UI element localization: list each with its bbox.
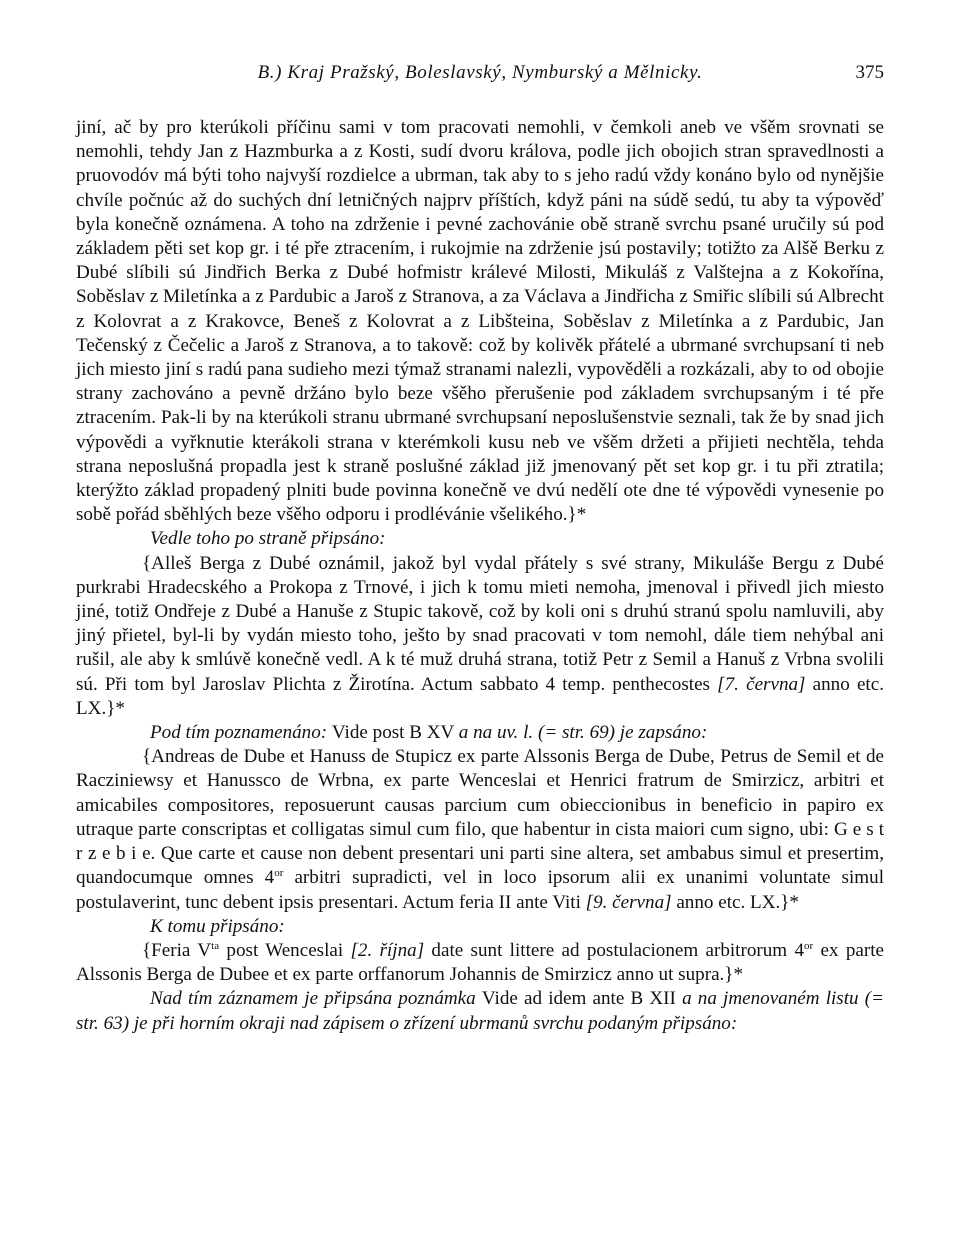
superscript: or	[804, 939, 814, 952]
text-run: arbitri supradicti, vel in loco ipsorum alii ex unanimi voluntate simul postulaverint, tunc debent ipsis presentari. Actum feria II ante Viti	[76, 867, 884, 913]
text-run: {Feria V	[142, 939, 212, 961]
margin-note-heading: Vedle toho po straně připsáno:	[150, 528, 386, 550]
paragraph-main: jiní, ač by pro kterúkoli příčinu sami v tom pracovati nemohli, v čemkoli aneb ve všěm srovnati se nemohli, tehdy Jan z Hazmburka a z Kosti, sudí dvoru králova, podle jich obojich stran spravedlnosti a pruovodóv má býti toho najvyší rozdielce a ubrman, tak aby to s jeho radú vždy konáno bylo od nynějšie chvíle počnúc až do suchých dní letničných najprv příštích, když páni na súdě sedú, tu aby ta výpověď byla konečně oznámena. A toho na zdrženie i pevné zachovánie obě straně svrchu psané uručily sú pod základem pěti set kop gr. i té pře ztracením, i rukojmie na zdrženie jsú postavily; totižto za Alšě Berku z Dubé slíbili sú Jindřich Berka z Dubé hofmistr králevé Milosti, Mikuláš z Valštejna a z Kokořína, Soběslav z Miletínka a z Pardubic a Jaroš z Stranova, a za Václava a Jindřicha z Smiřic slíbili sú Albrecht z Kolovrat a z Krakovce, Beneš z Kolovrat a z Libšteina, Soběslav z Miletínka a z Pardubic, Jan Tečenský z Čečelic a Jaroš z Stranova, a to takově: což by kolivěk přátelé a ubrmané svrchupsaní ti neb jich miesto jiní s radú pana sudieho mezi týmaž stranami nalezli, vypověděli a rozkázali, aby to od obojie strany zachováno a pevně držáno bylo beze všěho přerušenie pod základem svrchupsaným i té pře ztracením. Pak-li by na kterúkoli stranu ubrmané svrchupsaní neposlušenstvie seznali, tak že by snad jich výpovědi a vyřknutie kterákoli strana v kterémkoli kusu neb ve všěm držeti a přijieti nechtěla, tehda strana neposlušná propadla jest k straně poslušné základ již jmenovaný pět set kop gr. i tu při ztratila; kterýžto základ propadený plniti bude povinna konečně ve dvú nedělí ote dne té výpovědi vynesenie po sobě pořád sběhlých beze všěho odporu i prodlévánie všelikého.}*	[76, 117, 884, 526]
running-head: B.) Kraj Pražský, Boleslavský, Nymburský a Mělnicky.	[257, 62, 703, 83]
note-reference: Vide post B XV	[331, 722, 459, 744]
date-annotation: [7. června]	[717, 673, 806, 695]
text-run: {Alleš Berga z Dubé oznámil, jakož byl vydal přátely s své strany, Mikuláše Bergu z Dubé purkrabi Hradecského a Prokopa z Trnové, i jich k tomu mieti nemoha, jmenoval i přivedl jich miesto jiné, totiž Ondřeje z Dubé a Hanuše z Stupic takově, což by koli oni s druhú stranú spolu namluvili, aby jiný přietel, byl-li by vydán miesto toho, ješto by snad pracovati v tom nemohl, dále tiem nehýbal ani rušil, ale aby k smlúvě konečně vedl. A k té muž druhá strana, totiž Petr z Semil a Hanuš z Vrbna svolili sú. Při tom byl Jaroslav Plichta z Žirotína. Actum sabbato 4 temp. penthecostes	[76, 552, 884, 695]
note-heading-k-tomu: K tomu připsáno:	[150, 915, 285, 937]
superscript: ta	[211, 939, 220, 952]
superscript: or	[274, 867, 284, 880]
text-run: anno etc. LX.}*	[671, 891, 799, 913]
editorial-note	[150, 721, 884, 745]
page-body	[76, 116, 884, 1036]
date-annotation: [2. října]	[350, 939, 425, 961]
page-header	[76, 62, 884, 92]
paragraph-alles-berga	[76, 552, 884, 721]
text-run: ex parte Alssonis Berga de Dubee et ex parte orffanorum Johannis de Smirzicz anno ut supra.}*	[76, 939, 884, 986]
note-text: a na uv. l. (= str. 69) je zapsáno:	[458, 722, 708, 744]
final-editorial-note	[76, 987, 884, 1035]
note-reference: Vide ad idem ante B XII	[481, 988, 683, 1010]
note-text: Nad tím záznamem je připsána poznámka	[150, 988, 482, 1010]
paragraph-latin-andreas	[76, 745, 884, 914]
note-text: a na jmenovaném listu (= str. 63) je při horním okraji nad zápisem o zřízení ubrmanů svrchu podaným připsáno:	[76, 988, 885, 1034]
text-run: post Wenceslai	[219, 939, 351, 961]
date-annotation: [9. června]	[585, 891, 672, 913]
text-run: anno etc. LX.}*	[76, 673, 884, 719]
note-text: Pod tím poznamenáno:	[150, 722, 332, 744]
text-run: date sunt littere ad postulacionem arbitrorum 4	[424, 939, 805, 961]
paragraph-latin-feria	[76, 939, 884, 987]
text-run: {Andreas de Dube et Hanuss de Stupicz ex parte Alssonis Berga de Dube, Petrus de Semil et de Racziniewsy et Hanussco de Wrbna, ex parte Wenceslai et Henrici fratrum de Smirzicz, arbitri et amicabiles compositores, reposuerunt causas parcium cum obieccionibus in beneficio in papiro ex utraque parte conscriptas et colligatas simul cum filo, que habentur in cista maiori cum signo, ubi: G e s t r z e b i e. Que carte et cause non debent presentari uni parti sine altera, set ambabus simul et presertim, quandocumque omnes 4	[76, 746, 884, 889]
page-number: 375	[855, 62, 884, 83]
